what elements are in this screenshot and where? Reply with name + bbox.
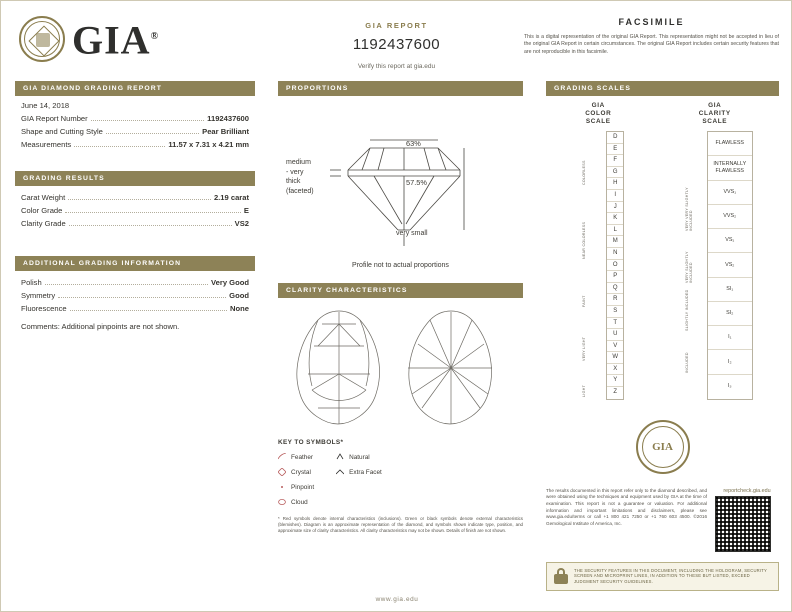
clarity-scale-title bbox=[677, 102, 753, 126]
crystal-symbol-icon bbox=[278, 468, 286, 476]
pinpoint-symbol-icon bbox=[278, 483, 286, 491]
right-column bbox=[546, 81, 779, 591]
clarity-scale-grade: INTERNALLY FLAWLESS bbox=[708, 156, 752, 180]
color-scale-letter: P bbox=[607, 271, 623, 283]
clarity-group-i: INCLUDED bbox=[684, 352, 689, 373]
row-label: Color Grade bbox=[21, 206, 63, 215]
row-label: Polish bbox=[21, 278, 42, 287]
row-label: GIA Report Number bbox=[21, 114, 88, 123]
color-scale-letter: O bbox=[607, 260, 623, 272]
color-scale bbox=[572, 102, 624, 400]
section-grading-scales: GRADING SCALES bbox=[546, 81, 779, 96]
verify-text: Verify this report at gia.edu bbox=[357, 63, 436, 70]
section-grading-results: GRADING RESULTS bbox=[15, 171, 255, 186]
brand-wordmark bbox=[72, 15, 159, 62]
row-value: VS2 bbox=[234, 219, 249, 228]
row-color-grade bbox=[15, 202, 255, 215]
dot-leader bbox=[106, 133, 199, 134]
clarity-group-si: SLIGHTLY INCLUDED bbox=[684, 289, 689, 331]
color-group-faint: FAINT bbox=[582, 295, 587, 307]
clarity-group-labels bbox=[677, 131, 707, 399]
key-item-feather bbox=[278, 453, 314, 461]
color-scale-letter: T bbox=[607, 318, 623, 330]
key-item-crystal bbox=[278, 468, 314, 476]
clarity-group-vs: VERY SLIGHTLY INCLUDED bbox=[684, 251, 693, 283]
facsimile-title: FACSIMILE bbox=[618, 17, 685, 27]
row-value: None bbox=[230, 304, 249, 313]
feather-symbol-icon bbox=[278, 453, 286, 461]
comments-text: Comments: Additional pinpoints are not shown. bbox=[21, 322, 180, 331]
clarity-scale-grade: SI₁ bbox=[708, 278, 752, 302]
clarity-scale-grade: I₁ bbox=[708, 326, 752, 350]
pear-plot-svg bbox=[278, 304, 523, 434]
color-scale-letter: H bbox=[607, 178, 623, 190]
security-text: THE SECURITY FEATURES IN THIS DOCUMENT, INCLUDING THE HOLOGRAM, SECURITY SCREEN AND MICROPRINT LINES, IN ADDITION TO THESE BUT LISTED, EXCEED JUDGMENT SECURITY GUIDELINES. bbox=[574, 567, 767, 584]
report-number: 1192437600 bbox=[352, 36, 441, 53]
seal-text: GIA bbox=[652, 440, 673, 453]
color-scale-letter: D bbox=[607, 132, 623, 144]
clarity-scale-grade: VVS₂ bbox=[708, 205, 752, 229]
clarity-scale-line2: CLARITY bbox=[698, 110, 731, 117]
footer-url[interactable]: www.gia.edu bbox=[375, 596, 419, 603]
row-value: 1192437600 bbox=[207, 114, 249, 123]
key-item-pinpoint bbox=[278, 483, 314, 491]
dot-leader bbox=[91, 120, 204, 121]
color-group-very-light: VERY LIGHT bbox=[582, 336, 587, 361]
dot-leader bbox=[70, 310, 227, 311]
qr-label: reportcheck.gia.edu bbox=[723, 487, 771, 494]
row-value: 11.57 x 7.31 x 4.21 mm bbox=[168, 140, 249, 149]
color-scale-letter: U bbox=[607, 329, 623, 341]
girdle-label bbox=[286, 158, 314, 196]
color-scale-letters bbox=[606, 131, 624, 400]
clarity-footnote: * Red symbols denote internal characteristics (inclusions). Green or black symbols denote external characteristics (blemishes). Diagram is an approximate representation of the diamond, and symbols shown indicate type, position, and approximate size of clarity characteristics. All clarity characteristics may not be shown. Details of finish are not shown. bbox=[278, 516, 523, 534]
key-symbols-grid bbox=[278, 453, 523, 506]
culet-label: very small bbox=[396, 230, 428, 237]
clarity-scale-grade: I₃ bbox=[727, 383, 732, 390]
report-header bbox=[15, 15, 779, 73]
table-percentage: 63% bbox=[406, 139, 421, 148]
key-column-right bbox=[336, 453, 382, 506]
cloud-symbol-icon bbox=[278, 498, 286, 506]
key-label: Feather bbox=[291, 453, 314, 461]
row-symmetry bbox=[15, 287, 255, 300]
row-label: Clarity Grade bbox=[21, 219, 66, 228]
key-item-cloud bbox=[278, 498, 314, 506]
color-scale-letter: Y bbox=[607, 375, 623, 387]
lock-icon bbox=[554, 568, 568, 584]
clarity-scale-grade: SI₂ bbox=[708, 302, 752, 326]
clarity-group-vvs: VERY VERY SLIGHTLY INCLUDED bbox=[684, 187, 693, 231]
clarity-scale-line3: SCALE bbox=[702, 118, 728, 125]
color-scale-letter: Q bbox=[607, 283, 623, 295]
clarity-scale-line1: GIA bbox=[708, 102, 722, 109]
color-scale-letter: G bbox=[607, 167, 623, 179]
gia-logo bbox=[15, 15, 269, 62]
key-label: Cloud bbox=[291, 498, 308, 506]
key-item-extra-facet bbox=[336, 468, 382, 476]
color-scale-letter: W bbox=[607, 352, 623, 364]
key-column-left bbox=[278, 453, 314, 506]
color-group-labels bbox=[572, 131, 606, 399]
row-label: Carat Weight bbox=[21, 193, 66, 202]
row-carat-weight bbox=[15, 186, 255, 202]
facsimile-block bbox=[524, 15, 779, 56]
security-notice bbox=[546, 562, 779, 591]
color-scale-letter: F bbox=[607, 155, 623, 167]
color-scale-letter: I bbox=[607, 190, 623, 202]
row-shape bbox=[15, 123, 255, 136]
row-label: Symmetry bbox=[21, 291, 56, 300]
key-label: Extra Facet bbox=[349, 468, 382, 476]
color-scale-letter: J bbox=[607, 202, 623, 214]
color-scale-letter: K bbox=[607, 213, 623, 225]
scales-wrapper bbox=[546, 102, 779, 400]
row-value: E bbox=[243, 206, 249, 215]
girdle-line-3: thick bbox=[286, 178, 301, 185]
color-scale-letter: M bbox=[607, 236, 623, 248]
clarity-scale-grades bbox=[707, 131, 753, 400]
proportions-diagram bbox=[278, 96, 523, 281]
row-value: Very Good bbox=[211, 278, 249, 287]
middle-column bbox=[278, 81, 523, 535]
key-label: Natural bbox=[349, 453, 370, 461]
clarity-scale bbox=[677, 102, 753, 400]
row-fluorescence bbox=[15, 300, 255, 313]
extra-facet-symbol-icon bbox=[336, 468, 344, 476]
dot-leader bbox=[65, 212, 241, 213]
brand-text: GIA bbox=[72, 17, 151, 63]
row-measurements bbox=[15, 136, 255, 149]
girdle-line-2: - very bbox=[286, 168, 304, 176]
color-scale-title bbox=[572, 102, 624, 126]
section-clarity-characteristics: CLARITY CHARACTERISTICS bbox=[278, 283, 523, 298]
row-value: 2.19 carat bbox=[213, 193, 249, 202]
color-scale-letter: L bbox=[607, 225, 623, 237]
key-to-symbols-title: KEY TO SYMBOLS* bbox=[278, 439, 344, 446]
row-report-number bbox=[15, 110, 255, 123]
girdle-line-4: (faceted) bbox=[286, 187, 314, 195]
clarity-scale-grade: VVS₁ bbox=[708, 181, 752, 205]
row-value: Good bbox=[229, 291, 249, 300]
row-label: Shape and Cutting Style bbox=[21, 127, 103, 136]
section-proportions: PROPORTIONS bbox=[278, 81, 523, 96]
results-disclaimer: The results documented in this report refer only to the diamond described, and were obtained using the techniques and equipment used by GIA at the time of examination. This report is not a guarantee or valuation. For additional information and important limitations and disclaimers, please see www.gia.edu/terms or call +1 800 421 7250 or +1 760 603 4500. ©2016 Gemological Institute of America, Inc. bbox=[546, 487, 707, 526]
key-item-natural bbox=[336, 453, 382, 461]
dot-leader bbox=[58, 297, 226, 298]
section-grading-report: GIA DIAMOND GRADING REPORT bbox=[15, 81, 255, 96]
color-scale-letter: Z bbox=[613, 389, 618, 396]
dot-leader bbox=[74, 146, 165, 147]
color-scale-line2: COLOR bbox=[585, 110, 612, 117]
color-group-near-colorless: NEAR COLORLESS bbox=[582, 221, 587, 259]
report-label: GIA REPORT bbox=[365, 21, 428, 30]
clarity-scale-grade: VS₂ bbox=[708, 253, 752, 277]
depth-percentage: 57.5% bbox=[406, 178, 427, 187]
dot-leader bbox=[68, 199, 211, 200]
color-scale-letter: N bbox=[607, 248, 623, 260]
clarity-scale-grade: I₂ bbox=[708, 350, 752, 374]
color-scale-letter: X bbox=[607, 364, 623, 376]
natural-symbol-icon bbox=[336, 453, 344, 461]
row-value: Pear Brilliant bbox=[202, 127, 249, 136]
qr-block bbox=[715, 488, 779, 552]
facsimile-text: This is a digital representation of the original GIA Report. This representation might not be accepted in lieu of the original GIA Report in certain circumstances. The original GIA Report includes certain security features that are not reproducible in this facsimile. bbox=[524, 34, 779, 55]
color-scale-letter: E bbox=[607, 144, 623, 156]
color-group-light: LIGHT bbox=[582, 384, 587, 397]
report-id-block bbox=[269, 15, 524, 70]
color-group-colorless: COLORLESS bbox=[582, 160, 587, 185]
row-label: Measurements bbox=[21, 140, 72, 149]
qr-code[interactable] bbox=[715, 496, 771, 552]
color-scale-line3: SCALE bbox=[585, 118, 611, 125]
clarity-diagrams bbox=[278, 298, 523, 506]
key-label: Pinpoint bbox=[291, 483, 315, 491]
clarity-scale-grade: FLAWLESS bbox=[708, 132, 752, 156]
report-date: June 14, 2018 bbox=[21, 101, 70, 110]
color-scale-letter: R bbox=[607, 294, 623, 306]
row-label: Fluorescence bbox=[21, 304, 67, 313]
color-scale-letter: S bbox=[607, 306, 623, 318]
gia-seal-icon bbox=[19, 16, 65, 62]
clarity-scale-grade: VS₁ bbox=[708, 229, 752, 253]
section-additional-grading: ADDITIONAL GRADING INFORMATION bbox=[15, 256, 255, 271]
dot-leader bbox=[45, 284, 208, 285]
dot-leader bbox=[69, 225, 232, 226]
proportions-caption: Profile not to actual proportions bbox=[352, 262, 449, 269]
row-clarity-grade bbox=[15, 215, 255, 228]
row-polish bbox=[15, 271, 255, 287]
color-scale-letter: V bbox=[607, 341, 623, 353]
girdle-line-1: medium bbox=[286, 159, 311, 166]
key-label: Crystal bbox=[291, 468, 311, 476]
gia-bottom-seal-icon bbox=[636, 420, 690, 474]
left-column bbox=[15, 81, 255, 331]
color-scale-line1: GIA bbox=[591, 102, 605, 109]
registered-mark: ® bbox=[150, 31, 160, 42]
